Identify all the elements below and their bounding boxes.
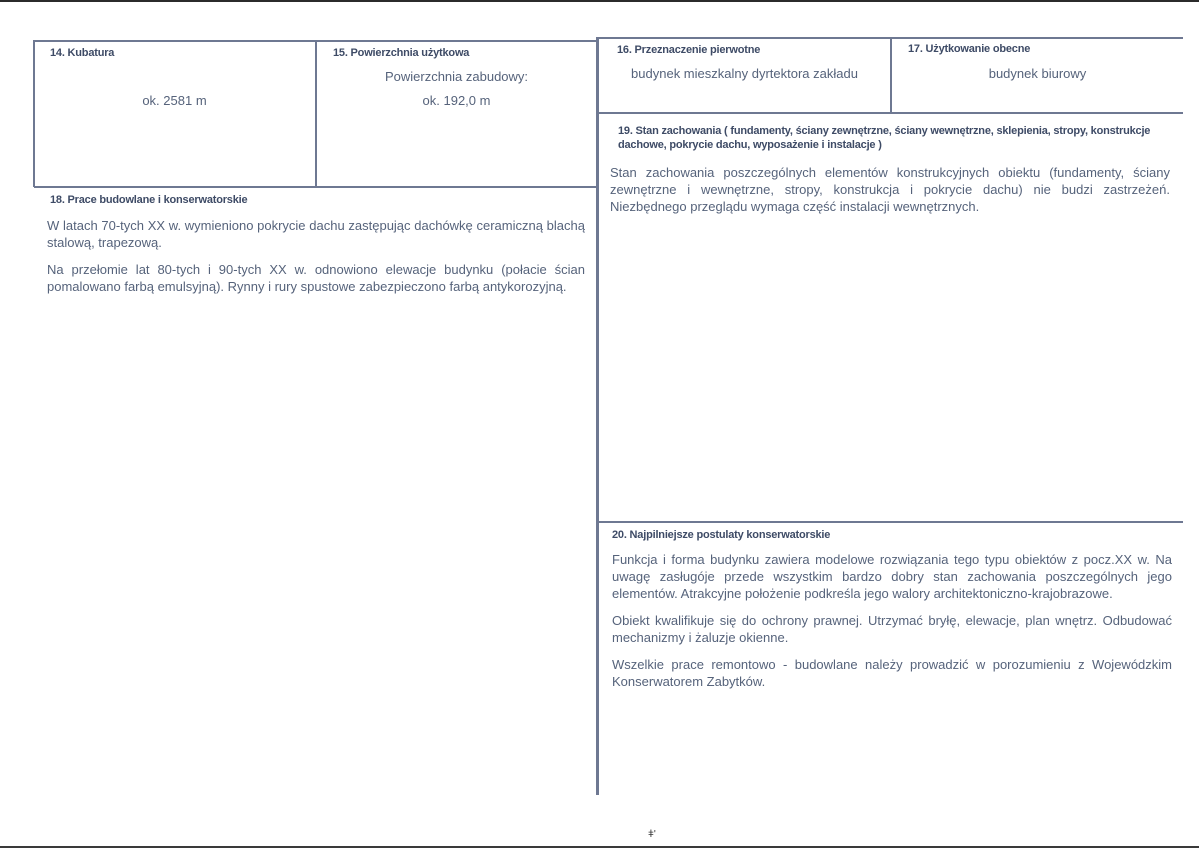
prace-budowlane-paragraph: Na przełomie lat 80-tych i 90-tych XX w. odnowiono elewacje budynku (połacie ścian pomalowano farbą emulsyjną). Rynny i rury spustowe zabezpieczono farbą antykorozyjną. — [47, 262, 585, 294]
stan-zachowania-paragraph: Stan zachowania poszczególnych elementów konstrukcyjnych obiektu (fundamenty, ściany zewnętrzne i wewnętrzne, stropy, konstrukcja i pokrycie dachu) nie budzi zastrzeżeń. Niezbędnego przeglądu wymaga część instalacji wewnętrznych. — [610, 165, 1170, 214]
section-uzytkowanie-obecne-title: 17. Użytkowanie obecne — [908, 43, 1031, 55]
grid-line-below-16-17 — [597, 112, 1183, 114]
postulaty-text — [612, 551, 1172, 700]
grid-divider-14-15 — [315, 40, 317, 187]
grid-left-border — [33, 40, 35, 187]
uzytkowanie-obecne-value: budynek biurowy — [988, 66, 1087, 81]
postulaty-paragraph: Wszelkie prace remontowo - budowlane należy prowadzić w porozumieniu z Wojewódzkim Konserwatorem Zabytków. — [612, 657, 1172, 689]
prace-budowlane-text — [47, 217, 585, 305]
przeznaczenie-pierwotne-value: budynek mieszkalny dyrtektora zakładu — [631, 66, 858, 81]
powierzchnia-zabudowy-label: Powierzchnia zabudowy: — [384, 69, 529, 84]
section-stan-zachowania-title: 19. Stan zachowania ( fundamenty, ściany zewnętrzne, ściany wewnętrzne, sklepienia, stropy, konstrukcje dachowe, pokrycie dachu, wyposażenie i instalacje ) — [618, 125, 1151, 151]
page-bottom-edge — [0, 846, 1199, 848]
section-kubatura-title: 14. Kubatura — [50, 47, 115, 59]
section-przeznaczenie-pierwotne-title: 16. Przeznaczenie pierwotne — [617, 44, 761, 56]
grid-line-above-20 — [597, 521, 1183, 523]
powierzchnia-zabudowy-value: ok. 192,0 m — [422, 93, 491, 108]
scan-mark: ǂ' — [648, 829, 656, 840]
postulaty-paragraph: Obiekt kwalifikuje się do ochrony prawnej. Utrzymać bryłę, elewacje, plan wnętrz. Odbudować mechanizmy i żaluzje okienne. — [612, 613, 1172, 645]
section-powierzchnia-uzytkowa-title: 15. Powierzchnia użytkowa — [333, 47, 470, 59]
grid-line-below-14-15 — [34, 186, 597, 188]
grid-center-divider — [596, 37, 599, 795]
stan-zachowania-text — [610, 164, 1170, 225]
section-prace-budowlane-title: 18. Prace budowlane i konserwatorskie — [50, 194, 248, 206]
postulaty-paragraph: Funkcja i forma budynku zawiera modelowe rozwiązania tego typu obiektów z pocz.XX w. Na uwagę zasługóje przede wszystkim bardzo dobry stan zachowania poszczególnych jego elementów. Atrakcyjne położenie podkreśla jego walory architektoniczno-krajobrazowe. — [612, 552, 1172, 601]
section-postulaty-konserwatorskie-title: 20. Najpilniejsze postulaty konserwatorskie — [612, 529, 831, 541]
kubatura-value: ok. 2581 m — [142, 93, 207, 108]
page-top-edge — [0, 0, 1199, 2]
prace-budowlane-paragraph: W latach 70-tych XX w. wymieniono pokrycie dachu zastępując dachówkę ceramiczną blachą stalową, trapezową. — [47, 218, 585, 250]
